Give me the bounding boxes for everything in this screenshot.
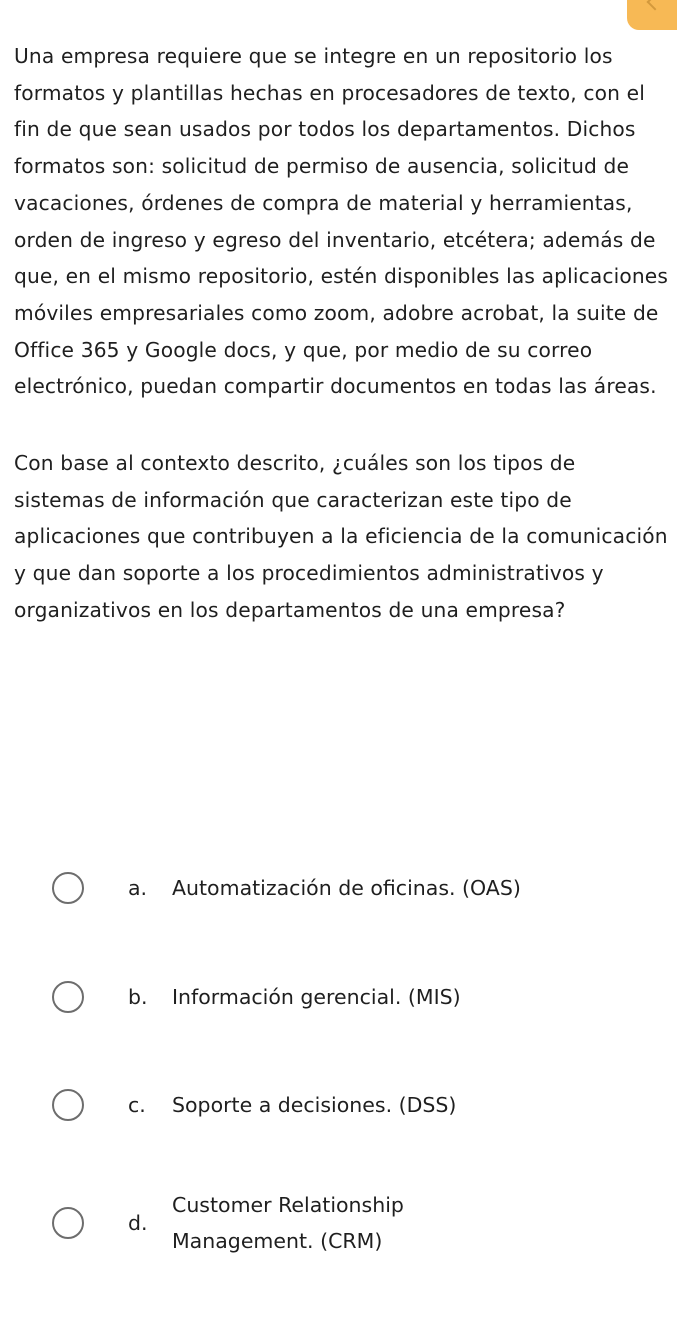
option-c-letter: c. <box>128 1093 146 1117</box>
option-a-letter: a. <box>128 876 148 900</box>
option-b-letter: b. <box>128 985 148 1009</box>
question-block <box>14 38 669 629</box>
option-c-text: Soporte a decisiones. (DSS) <box>172 1093 457 1117</box>
back-tab-button[interactable] <box>627 0 677 30</box>
option-a[interactable] <box>52 870 612 906</box>
option-d-letter: d. <box>128 1211 148 1235</box>
radio-button-d[interactable] <box>52 1207 84 1239</box>
radio-button-b[interactable] <box>52 981 84 1013</box>
option-b[interactable] <box>52 979 612 1015</box>
option-b-text: Información gerencial. (MIS) <box>172 985 461 1009</box>
option-d[interactable] <box>52 1187 472 1259</box>
option-d-text: Customer Relationship Management. (CRM) <box>172 1193 404 1253</box>
radio-button-c[interactable] <box>52 1089 84 1121</box>
radio-button-a[interactable] <box>52 872 84 904</box>
option-a-text: Automatización de oficinas. (OAS) <box>172 876 521 900</box>
chevron-left-icon <box>647 0 664 10</box>
question-context: Una empresa requiere que se integre en un repositorio los formatos y plantillas hechas en procesadores de texto, con el fin de que sean usados por todos los departamentos. Dichos formatos son: solicitud de permiso de ausencia, solicitud de vacaciones, órdenes de compra de material y herramientas, orden de ingreso y egreso del inventario, etcétera; además de que, en el mismo repositorio, estén disponibles las aplicaciones móviles empresariales como zoom, adobre acrobat, la suite de Office 365 y Google docs, y que, por medio de su correo electrónico, puedan compartir documentos en todas las áreas. <box>14 44 669 399</box>
option-c[interactable] <box>52 1087 612 1123</box>
question-prompt: Con base al contexto descrito, ¿cuáles son los tipos de sistemas de información que caracterizan este tipo de aplicaciones que contribuyen a la eficiencia de la comunicación y que dan soporte a los procedimientos administrativos y organizativos en los departamentos de una empresa? <box>14 451 668 622</box>
